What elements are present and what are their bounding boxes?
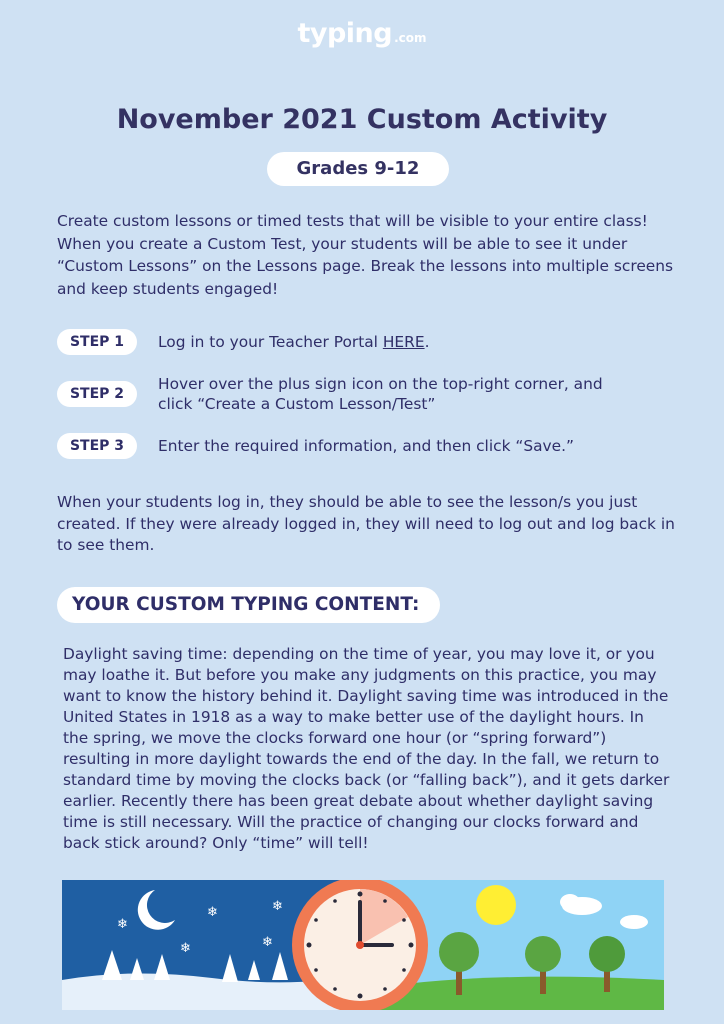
logo-wordmark: typing xyxy=(297,18,393,49)
step-2-badge: STEP 2 xyxy=(57,381,137,407)
svg-text:❄: ❄ xyxy=(272,899,283,914)
logo-tld: .com xyxy=(394,31,427,45)
clock-icon xyxy=(292,880,428,1010)
step-1-text xyxy=(158,332,678,352)
page-title: November 2021 Custom Activity xyxy=(116,104,608,135)
grade-badge: Grades 9-12 xyxy=(267,152,449,186)
teacher-portal-link[interactable]: HERE xyxy=(382,333,425,351)
content-heading: YOUR CUSTOM TYPING CONTENT: xyxy=(57,587,440,623)
step-3-text: Enter the required information, and then click “Save.” xyxy=(158,437,574,455)
svg-text:❄: ❄ xyxy=(262,935,273,950)
intro-paragraph: Create custom lessons or timed tests that will be visible to your entire class! When you create a Custom Test, your students will be able to see it under “Custom Lessons” on the Lessons page. Break the lessons into multiple screens and keep students engaged! xyxy=(57,212,674,298)
step-3-badge: STEP 3 xyxy=(57,433,137,459)
step-2-text: Hover over the plus sign icon on the top-right corner, and click “Create a Custom Lesson/Test” xyxy=(158,375,603,413)
svg-text:❄: ❄ xyxy=(180,941,191,956)
typing-logo xyxy=(0,18,724,49)
step-1-badge: STEP 1 xyxy=(57,329,137,355)
step-1-text-before: Log in to your Teacher Portal xyxy=(158,333,383,351)
daylight-saving-illustration xyxy=(62,880,664,1010)
outro-paragraph: When your students log in, they should be able to see the lesson/s you just created. If they were already logged in, they will need to log out and log back in to see them. xyxy=(57,493,675,554)
step-1-text-after: . xyxy=(424,333,430,351)
sun-icon xyxy=(476,885,516,925)
step-2-row xyxy=(57,372,677,416)
step-3-row xyxy=(57,424,677,468)
step-1-row xyxy=(57,320,677,364)
svg-text:❄: ❄ xyxy=(207,905,218,920)
svg-text:❄: ❄ xyxy=(117,917,128,932)
typing-passage: Daylight saving time: depending on the time of year, you may love it, or you may loathe it. But before you make any judgments on this practice, you may want to know the history behind it. Daylight saving time was introduced in the United States in 1918 as a way to make better use of the daylight hours. In the spring, we move the clocks forward one hour (or “spring forward”) resulting in more daylight towards the end of the day. In the fall, we return to standard time by moving the clocks back (or “falling back”), and it gets darker earlier. Recently there has been great debate about whether daylight saving time is still necessary. Will the practice of changing our clocks forward and back stick around? Only “time” will tell! xyxy=(63,645,670,852)
